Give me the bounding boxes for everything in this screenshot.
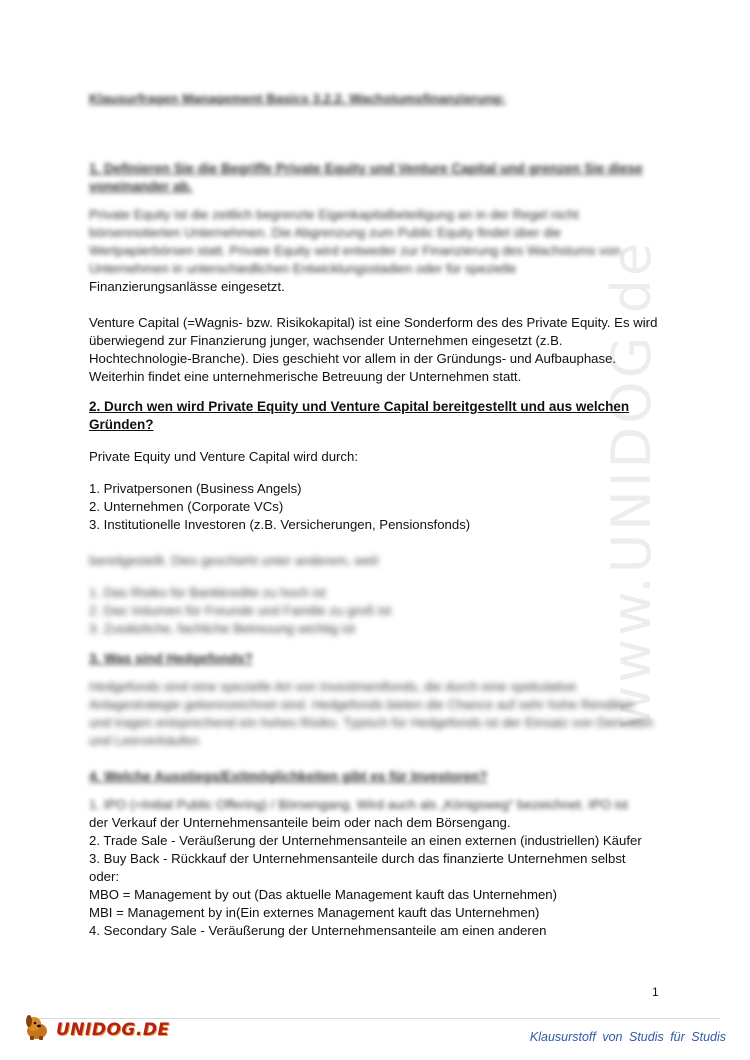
document-title: Klausurfragen Management Basics 3.2.2. Wachstumsfinanzierung: [89,91,506,106]
question-2-list [89,480,659,534]
question-4-blurred-line: 1. IPO (=Initial Public Offering) / Börsengang. Wird auch als „Königsweg“ bezeichnet. IPO ist [89,797,628,812]
list-item: 1. Das Risiko für Bankkredite zu hoch ist [89,585,326,600]
unidog-logo [22,1012,170,1047]
question-2-heading: 2. Durch wen wird Private Equity und Venture Capital bereitgestellt und aus welchen Gründen? [89,399,630,432]
text-line: 3. Buy Back - Rückkauf der Unternehmensanteile durch das finanzierte Unternehmen selbst oder: [89,851,626,884]
question-2-intro: Private Equity und Venture Capital wird durch: [89,449,359,464]
question-1-blurred-text: Private Equity ist die zeitlich begrenzte Eigenkapitalbeteiligung an in der Regel nicht börsennotierten Unternehmen. Die Abgrenzung zum Public Equity findet über die Wertpapierbörsen statt. Private Equity wird entweder zur Finanzierung des Wachstums von Unternehmen in unterschiedlichen Entwicklungsstadien oder für spezielle [89,207,621,276]
page-number: 1 [652,985,659,999]
text-line: MBO = Management by out (Das aktuelle Management kauft das Unternehmen) [89,887,558,902]
question-1-venture-capital: Venture Capital (=Wagnis- bzw. Risikokapital) ist eine Sonderform des des Private Equity. Es wird überwiegend zur Finanzierung junger, wachsender Unternehmen eingesetzt (z.B. Hochtechnologie-Branche). Dies geschieht vor allem in der Gründungs- und Aufbauphase. Weiterhin findet eine unternehmerische Betreuung der Unternehmen statt. [89,315,658,384]
logo-text: UNIDOG.DE [56,1019,170,1040]
text-line: MBI = Management by in(Ein externes Management kauft das Unternehmen) [89,905,540,920]
question-4-heading: 4. Welche Ausstiegs/Exitmöglichkeiten gibt es für Investoren? [89,769,488,784]
question-2-blurred-intro: bereitgestellt. Dies geschieht unter anderem, weil: [89,553,381,568]
question-3-heading: 3. Was sind Hedgefonds? [89,651,253,666]
list-item: 1. Privatpersonen (Business Angels) [89,481,302,496]
document-content [89,90,659,940]
footer-tagline: Klausurstoff von Studis für Studis [529,1030,726,1044]
question-1-heading: 1. Definieren Sie die Begriffe Private Equity und Venture Capital und grenzen Sie diese voneinander ab. [89,161,643,194]
text-line: 2. Trade Sale - Veräußerung der Unternehmensanteile an einen externen (industriellen) Käufer [89,833,642,848]
list-item: 2. Unternehmen (Corporate VCs) [89,499,284,514]
watermark: www.UNIDOG.de [600,239,663,730]
question-4-lines [89,814,659,940]
text-line: 4. Secondary Sale - Veräußerung der Unternehmensanteile am einen anderen [89,923,547,938]
question-2-blurred-list [89,584,659,638]
text-line: der Verkauf der Unternehmensanteile beim oder nach dem Börsengang. [89,815,511,830]
dog-mascot-icon [22,1012,52,1047]
list-item: 3. Institutionelle Investoren (z.B. Versicherungen, Pensionsfonds) [89,517,471,532]
list-item: 2. Das Volumen für Freunde und Familie zu groß ist [89,603,391,618]
question-3-blurred-text: Hedgefonds sind eine spezielle Art von Investmentfonds, die durch eine spekulative Anlagestrategie gekennzeichnet sind. Hedgefonds bieten die Chance auf sehr hohe Renditen und tragen entsprechend ein hohes Risiko. Typisch für Hedgefonds ist der Einsatz von Derivaten und Leerverkäufen [89,679,654,748]
question-1-text-end: Finanzierungsanlässe eingesetzt. [89,279,285,294]
list-item: 3. Zusätzliche, fachliche Betreuung wichtig ist [89,621,356,636]
